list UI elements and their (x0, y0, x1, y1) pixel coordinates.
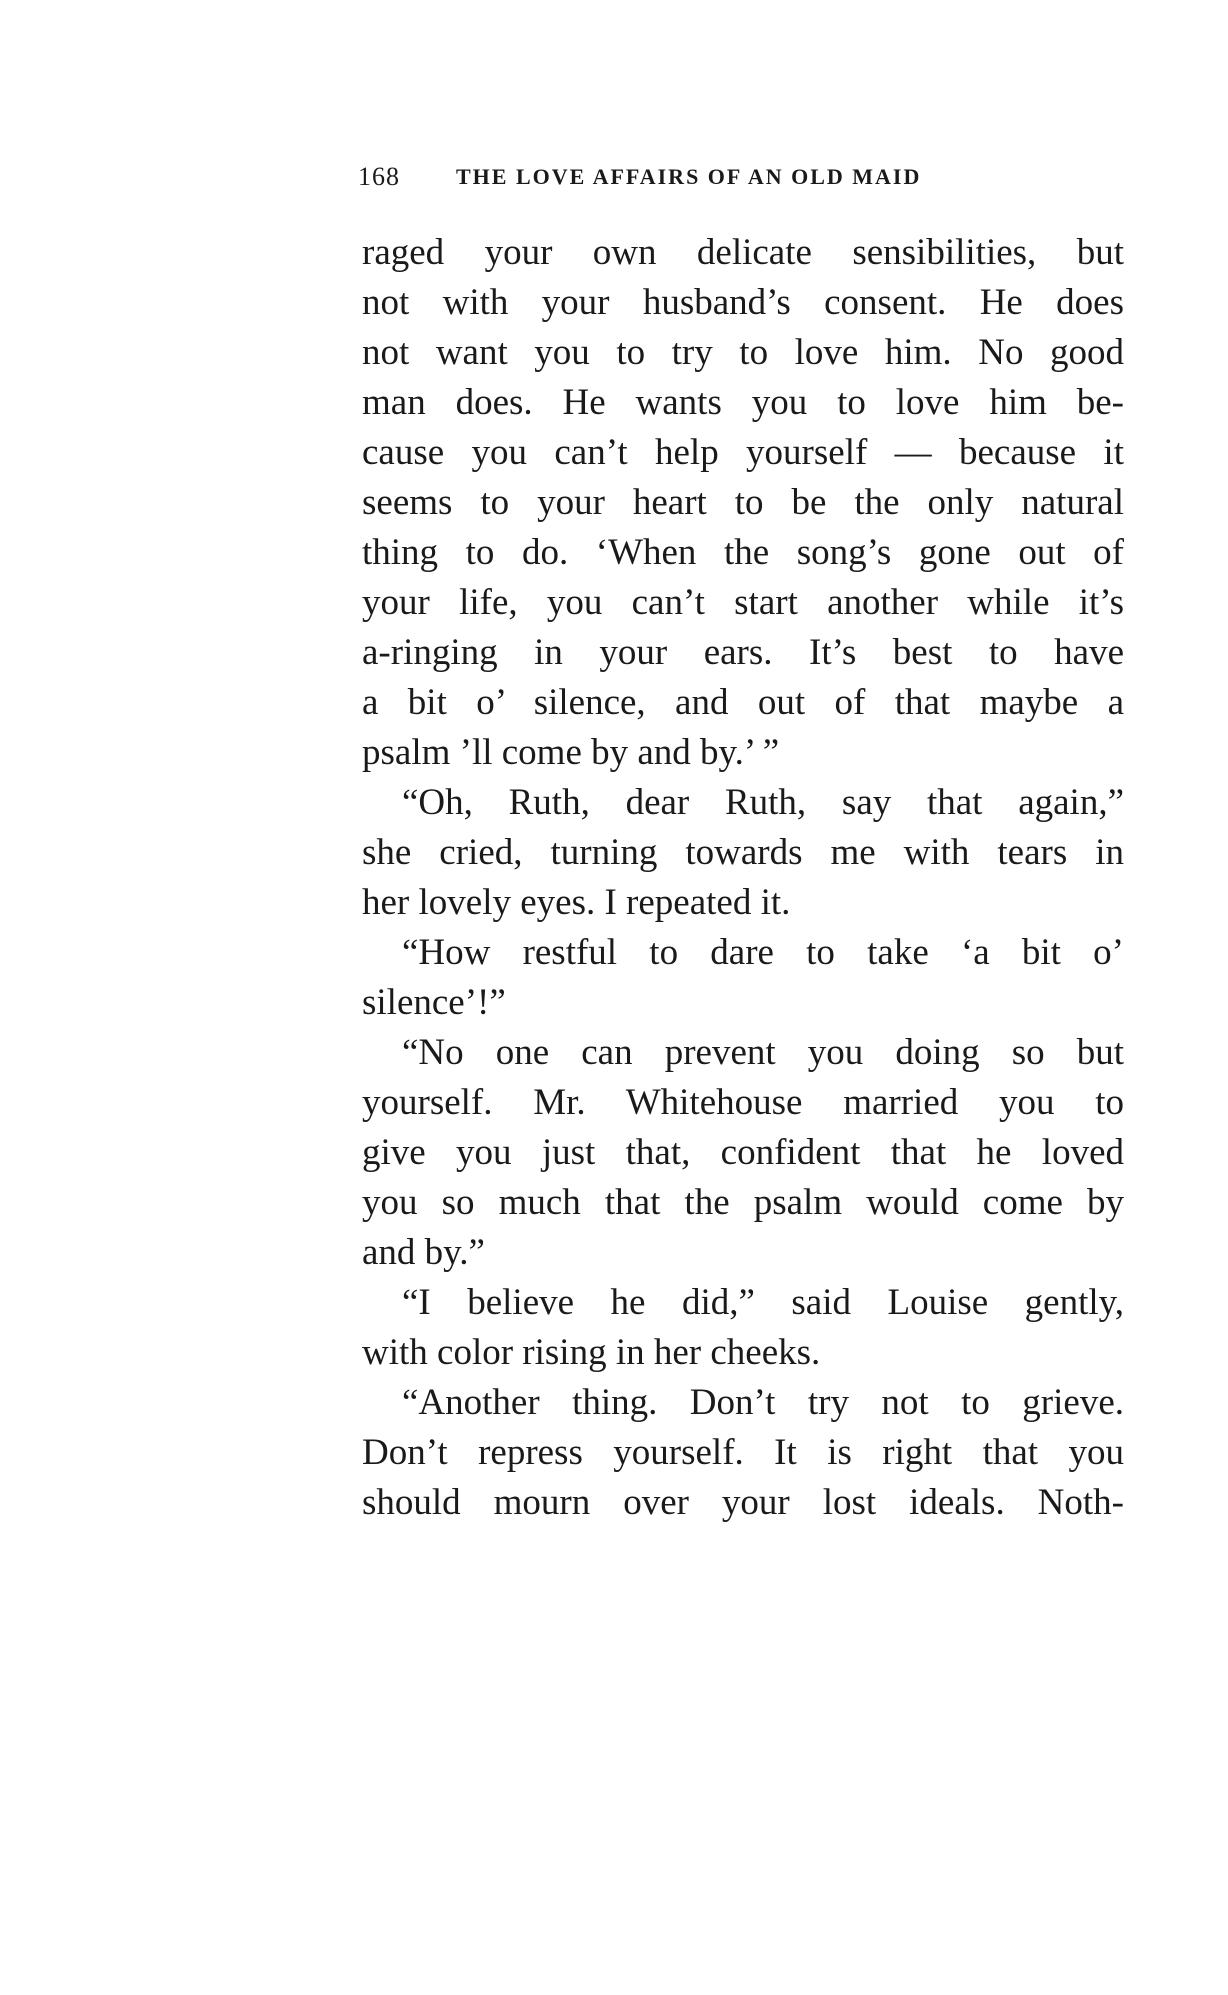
text-line: “No one can prevent you doing so but (402, 1032, 1124, 1073)
text-line: should mourn over your lost ideals. Noth- (362, 1482, 1124, 1523)
running-head (358, 162, 1128, 202)
text-line: seems to your heart to be the only natural (362, 482, 1124, 523)
page-number: 168 (358, 162, 400, 191)
running-title: THE LOVE AFFAIRS OF AN OLD MAID (456, 164, 922, 189)
text-line: a-ringing in your ears. It’s best to have (362, 632, 1124, 673)
text-line: her lovely eyes. I repeated it. (362, 882, 791, 923)
text-line: silence’!” (362, 982, 506, 1023)
text-line: give you just that, confident that he loved (362, 1132, 1124, 1173)
text-line: and by.” (362, 1232, 485, 1273)
text-line: not want you to try to love him. No good (362, 332, 1124, 373)
text-line: with color rising in her cheeks. (362, 1332, 821, 1373)
text-line: “I believe he did,” said Louise gently, (402, 1282, 1124, 1323)
text-line: she cried, turning towards me with tears in (362, 832, 1124, 873)
text-line: cause you can’t help yourself — because it (362, 432, 1124, 473)
text-line: your life, you can’t start another while it’s (362, 582, 1124, 623)
text-line: you so much that the psalm would come by (362, 1182, 1124, 1223)
body-text (362, 228, 1124, 1528)
text-line: not with your husband’s consent. He does (362, 282, 1124, 323)
text-line: “How restful to dare to take ‘a bit o’ (402, 932, 1124, 973)
text-line: “Oh, Ruth, dear Ruth, say that again,” (402, 782, 1124, 823)
text-line: raged your own delicate sensibilities, but (362, 232, 1124, 273)
text-line: “Another thing. Don’t try not to grieve. (402, 1382, 1124, 1423)
text-line: a bit o’ silence, and out of that maybe a (362, 682, 1124, 723)
text-line: psalm ’ll come by and by.’ ” (362, 732, 780, 773)
text-line: man does. He wants you to love him be- (362, 382, 1124, 423)
text-line: thing to do. ‘When the song’s gone out of (362, 532, 1124, 573)
text-line: yourself. Mr. Whitehouse married you to (362, 1082, 1124, 1123)
text-line: Don’t repress yourself. It is right that you (362, 1432, 1124, 1473)
